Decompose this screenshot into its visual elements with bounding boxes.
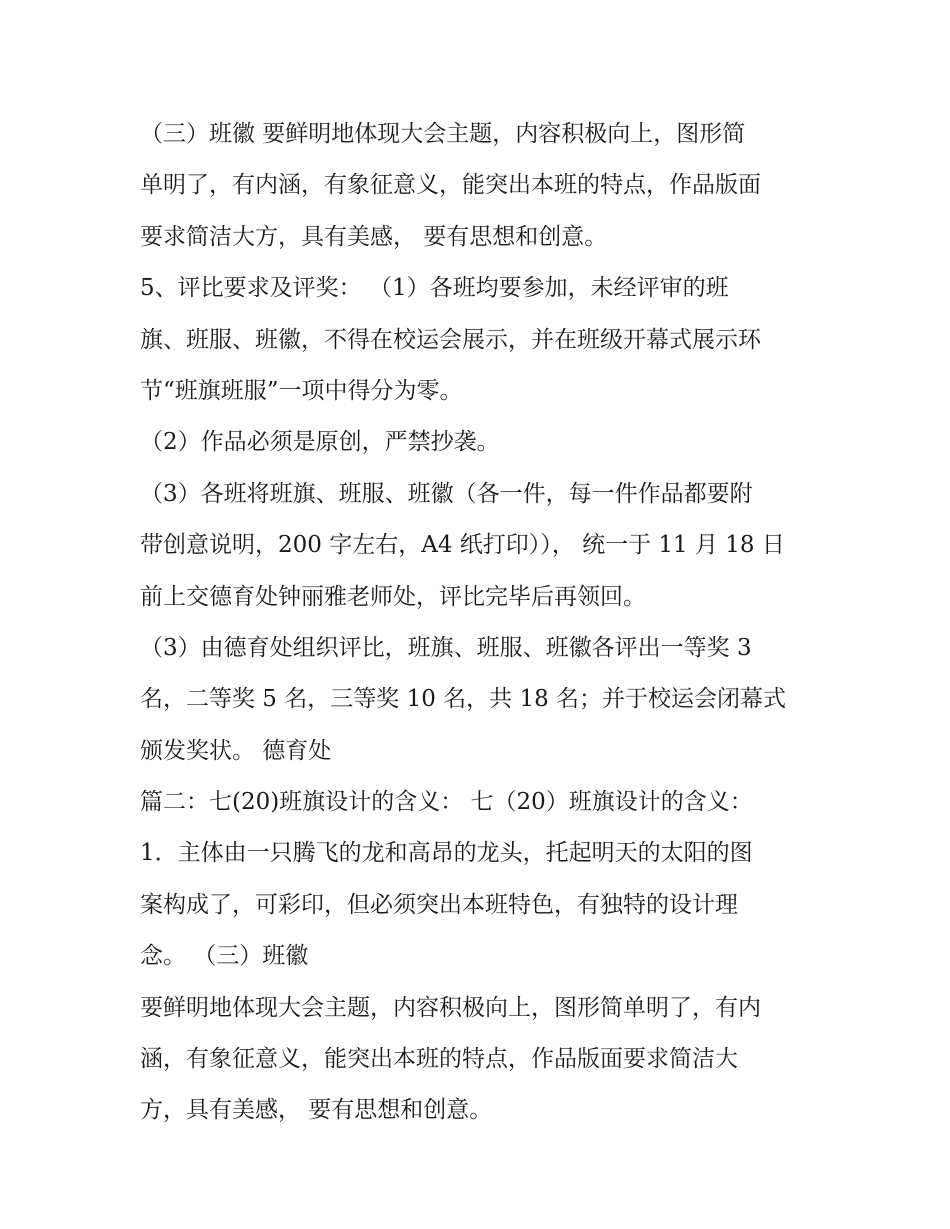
text-line-4: 5、评比要求及评奖： （1）各班均要参加，未经评审的班 — [140, 275, 729, 302]
text-line-13: 颁发奖状。 德育处 — [140, 737, 332, 764]
text-line-15: 1．主体由一只腾飞的龙和高昂的龙头，托起明天的太阳的图 — [140, 840, 753, 867]
text-line-18: 要鲜明地体现大会主题，内容积极向上，图形简单明了，有内 — [140, 994, 761, 1021]
text-line-3: 要求简洁大方，具有美感， 要有思想和创意。 — [140, 223, 608, 250]
text-line-10: 前上交德育处钟丽雅老师处，评比完毕后再领回。 — [140, 583, 646, 610]
text-line-2: 单明了，有内涵，有象征意义，能突出本班的特点，作品版面 — [140, 172, 761, 199]
document-body — [140, 109, 830, 1137]
text-line-7: （2）作品必须是原创，严禁抄袭。 — [140, 429, 500, 456]
text-line-6: 节“班旗班服”一项中得分为零。 — [140, 377, 463, 404]
text-line-9: 带创意说明，200 字左右，A4 纸打印））， 统一于 11 月 18 日 — [140, 532, 785, 559]
text-line-16: 案构成了，可彩印，但必须突出本班特色，有独特的设计理 — [140, 891, 738, 918]
text-line-20: 方，具有美感， 要有思想和创意。 — [140, 1097, 493, 1124]
text-line-1: （三）班徽 要鲜明地体现大会主题，内容积极向上，图形简 — [140, 121, 746, 147]
text-line-19: 涵，有象征意义，能突出本班的特点，作品版面要求简洁大 — [140, 1046, 738, 1073]
text-line-8: （3）各班将班旗、班服、班徽（各一件，每一件作品都要附 — [140, 480, 753, 507]
text-line-14: 篇二：七(20)班旗设计的含义： 七（20）班旗设计的含义： — [140, 789, 753, 816]
text-line-17: 念。 （三）班徽 — [140, 943, 309, 970]
text-line-12: 名，二等奖 5 名，三等奖 10 名，共 18 名；并于校运会闭幕式 — [140, 686, 787, 713]
text-line-5: 旗、班服、班徽，不得在校运会展示，并在班级开幕式展示环 — [140, 326, 761, 353]
text-line-11: （3）由德育处组织评比，班旗、班服、班徽各评出一等奖 3 — [140, 634, 752, 661]
